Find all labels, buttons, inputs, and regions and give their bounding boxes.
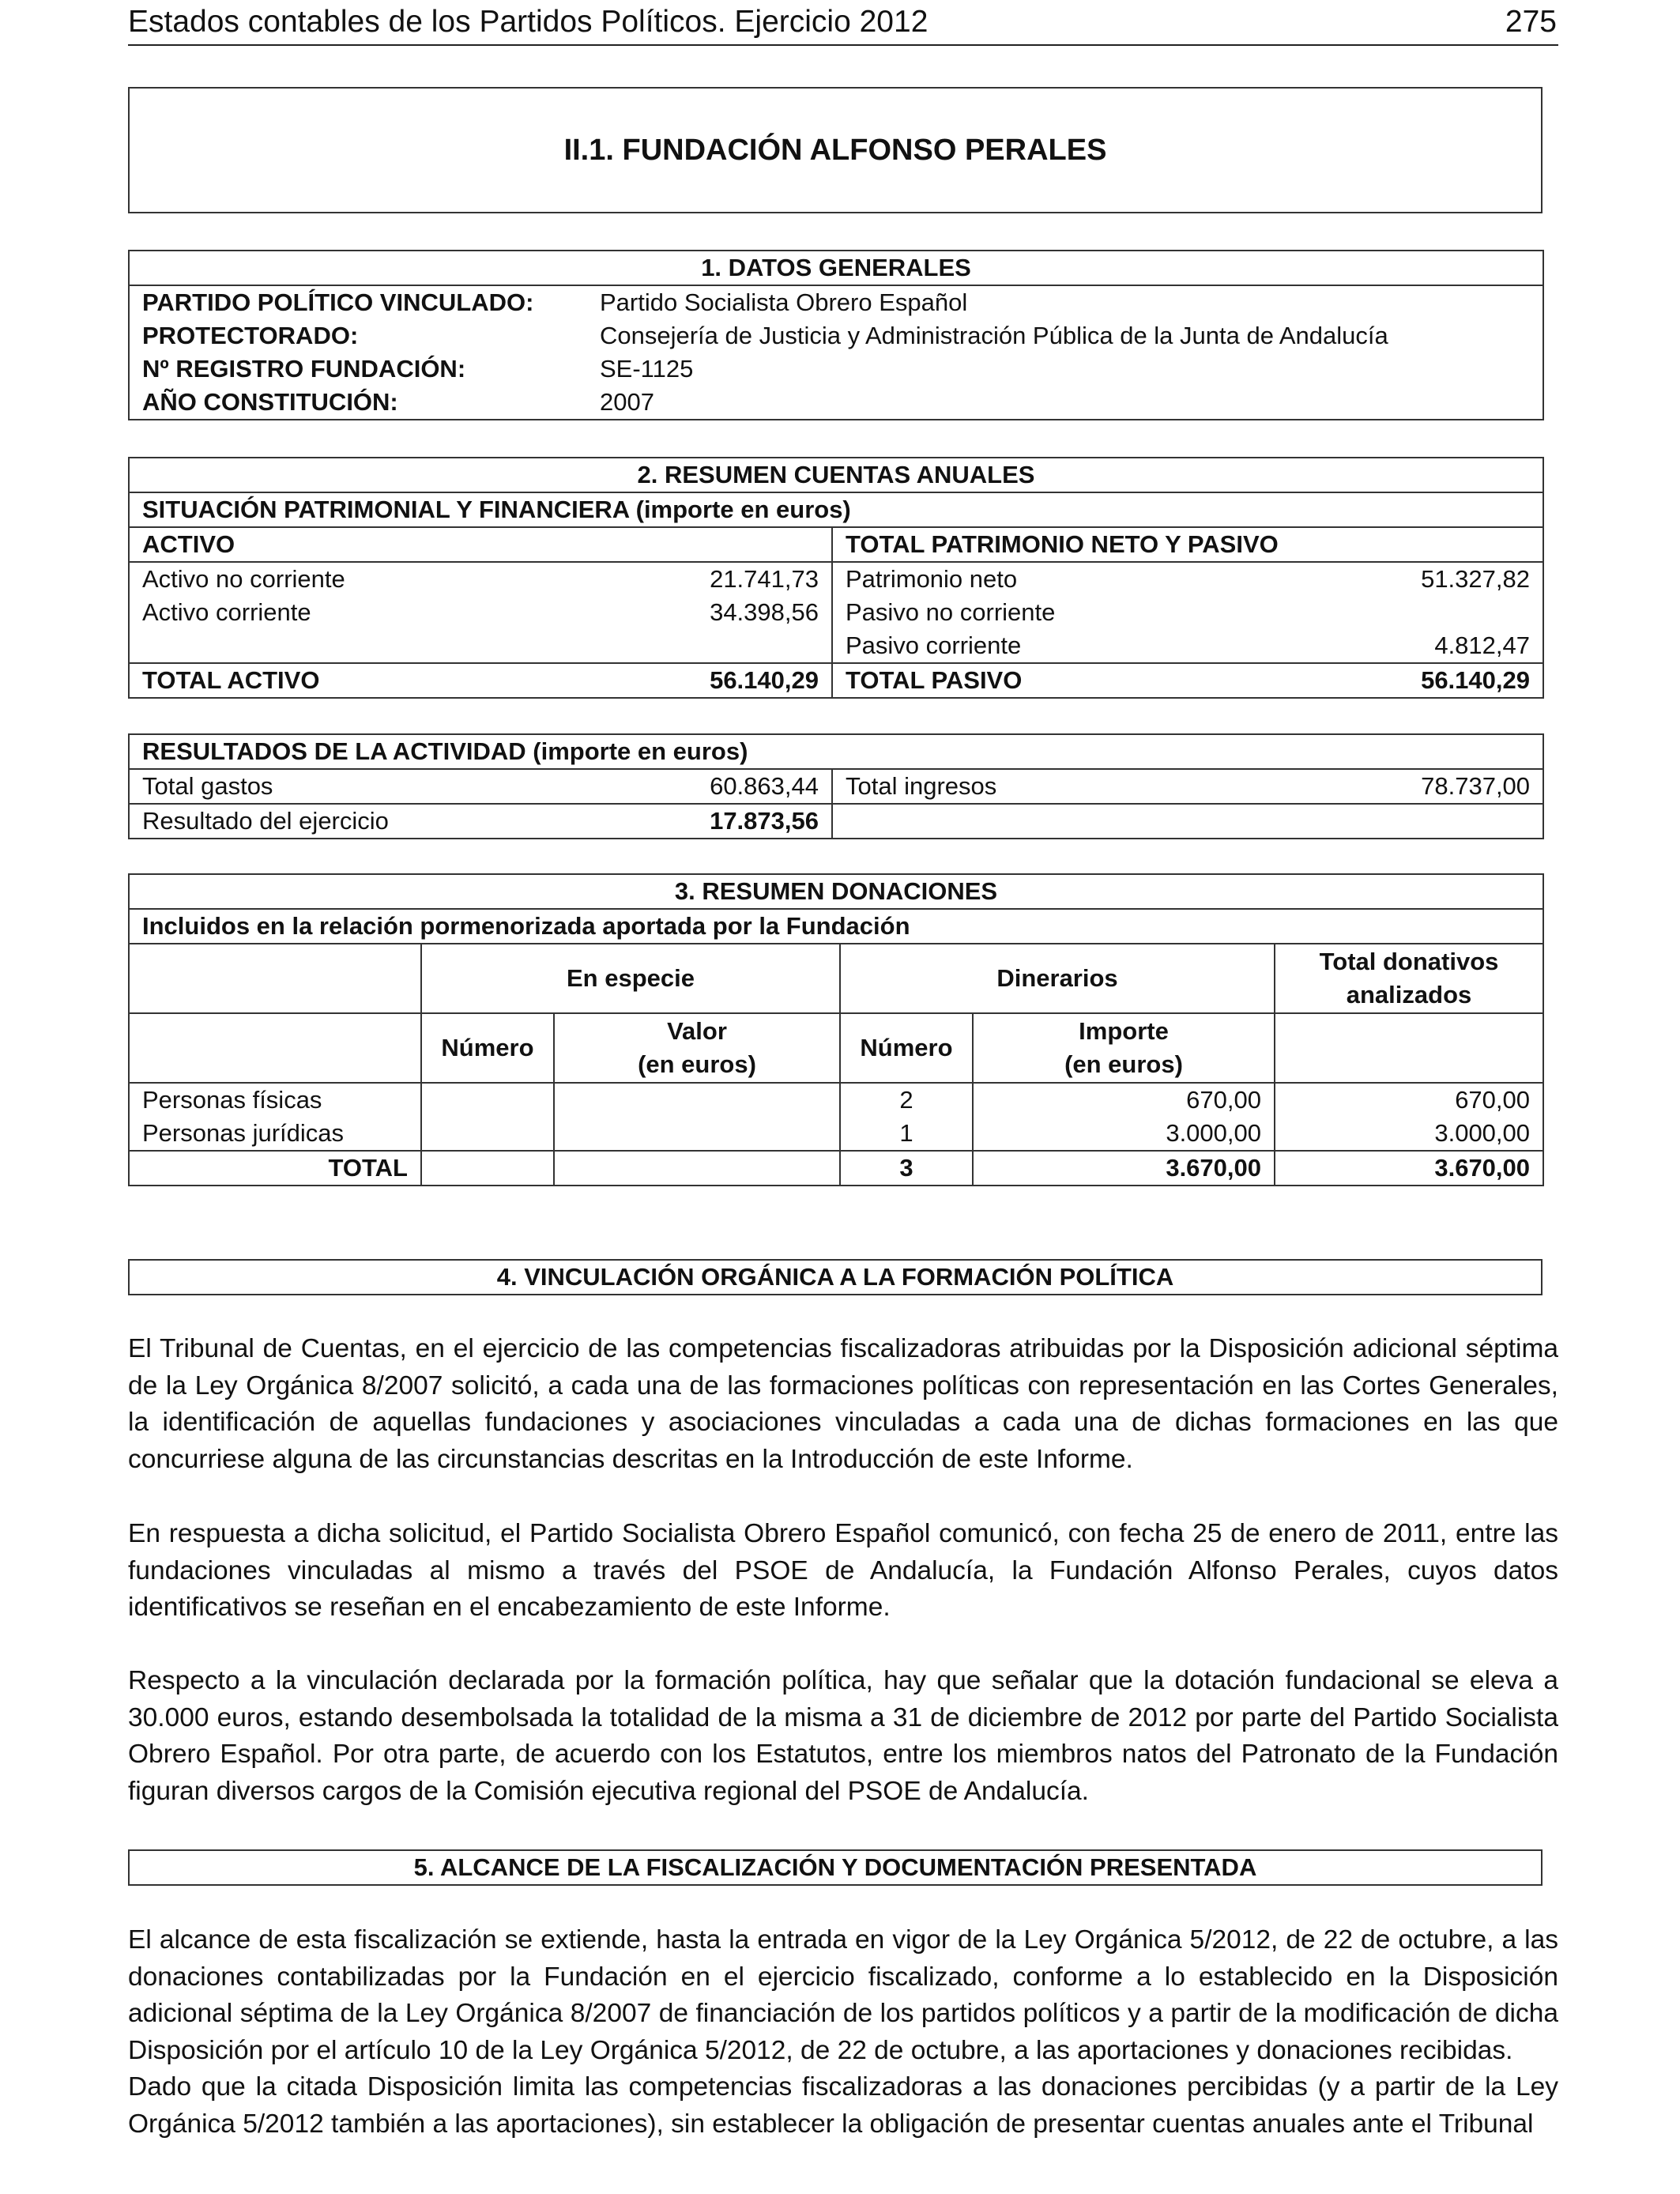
especie-numero [421, 1117, 554, 1151]
empty-cell [1275, 1013, 1543, 1083]
col-valor-line2: (en euros) [638, 1050, 756, 1078]
main-title-text: II.1. FUNDACIÓN ALFONSO PERALES [563, 133, 1107, 167]
resultado-value: 17.873,56 [603, 804, 832, 839]
col-total-line2: analizados [1346, 981, 1472, 1008]
header-title: Estados contables de los Partidos Políticos. Ejercicio 2012 [128, 5, 929, 39]
situacion-patrimonial-heading: SITUACIÓN PATRIMONIAL Y FINANCIERA (importe en euros) [129, 492, 1543, 527]
total-activo-value: 56.140,29 [603, 663, 832, 698]
donacion-label: Personas jurídicas [129, 1117, 421, 1151]
table-row [129, 769, 1543, 804]
donacion-total-label: TOTAL [129, 1151, 421, 1186]
total-pasivo-value: 56.140,29 [1306, 663, 1543, 698]
col-importe-line2: (en euros) [1064, 1050, 1183, 1078]
table-row [129, 804, 1543, 839]
pasivo-label: Pasivo no corriente [846, 598, 1056, 626]
total-donativos: 670,00 [1455, 1086, 1531, 1114]
section5-paragraph: Dado que la citada Disposición limita las competencias fiscalizadoras a las donaciones percibidas (y a partir de la Ley Orgánica 5/2012 también a las aportaciones), sin establecer la obligación de presentar cuentas anuales ante el Tribunal [128, 2072, 1558, 2139]
col-total-line1: Total donativos [1319, 948, 1499, 975]
total-pasivo-label: TOTAL PASIVO [832, 663, 1306, 698]
running-header [128, 0, 1558, 46]
dinerarios-numero: 3 [840, 1151, 973, 1186]
datos-generales-heading: 1. DATOS GENERALES [129, 251, 1543, 285]
section4-paragraph: El Tribunal de Cuentas, en el ejercicio de las competencias fiscalizadoras atribuidas por la Disposición adicional séptima de la Ley Orgánica 8/2007 solicitó, a cada una de las formaciones políticas con representación en las Cortes Generales, la identificación de aquellas fundaciones y asociaciones vinculadas a cada una de dichas formaciones en las que concurriese alguna de las circunstancias descritas en la Introducción de este Informe. [128, 1334, 1558, 1474]
pasivo-value: 4.812,47 [1434, 631, 1530, 659]
resultados-heading: RESULTADOS DE LA ACTIVIDAD (importe en euros) [129, 734, 1543, 769]
main-title [128, 87, 1543, 213]
empty-cell [129, 944, 421, 1013]
especie-valor [554, 1117, 840, 1151]
datos-label: AÑO CONSTITUCIÓN: [142, 388, 398, 416]
datos-value: Consejería de Justicia y Administración Pública de la Junta de Andalucía [600, 322, 1388, 349]
table-row [129, 629, 1543, 663]
datos-generales-table [128, 250, 1544, 420]
section4-heading: 4. VINCULACIÓN ORGÁNICA A LA FORMACIÓN POLÍTICA [128, 1259, 1543, 1295]
total-donativos: 3.000,00 [1434, 1119, 1531, 1147]
donacion-label: Personas físicas [129, 1083, 421, 1117]
table-row [129, 319, 1543, 352]
section5-paragraph: El alcance de esta fiscalización se extiende, hasta la entrada en vigor de la Ley Orgánica 5/2012, de 22 de octubre, a las donaciones contabilizadas por la Fundación en el ejercicio fiscalizado, conforme a lo establecido en la Disposición adicional séptima de la Ley Orgánica 8/2007 de financiación de los partidos políticos y a partir de la modificación de dicha Disposición por el artículo 10 de la Ley Orgánica 5/2012, de 22 de octubre, a las aportaciones y donaciones recibidas. [128, 1925, 1558, 2065]
activo-label: Activo corriente [142, 598, 311, 626]
gastos-value: 60.863,44 [603, 769, 832, 804]
col-importe-line1: Importe [1079, 1017, 1169, 1045]
datos-label: PROTECTORADO: [142, 322, 359, 349]
empty-cell [129, 1013, 421, 1083]
dinerarios-importe: 3.670,00 [973, 1151, 1275, 1186]
datos-label: PARTIDO POLÍTICO VINCULADO: [142, 288, 534, 316]
resumen-cuentas-table [128, 457, 1544, 699]
activo-label: Activo no corriente [142, 565, 345, 593]
pasivo-value [1306, 596, 1543, 629]
table-row [129, 352, 1543, 386]
col-dinerarios-importe [973, 1013, 1275, 1083]
donaciones-subheading: Incluidos en la relación pormenorizada aportada por la Fundación [129, 909, 1543, 944]
ingresos-value: 78.737,00 [1306, 769, 1543, 804]
resumen-cuentas-heading: 2. RESUMEN CUENTAS ANUALES [129, 458, 1543, 492]
section4-paragraph: Respecto a la vinculación declarada por la formación política, hay que señalar que la dotación fundacional se eleva a 30.000 euros, estando desembolsada la totalidad de la misma a 31 de diciembre de 2012 por parte del Partido Socialista Obrero Español. Por otra parte, de acuerdo con los Estatutos, entre los miembros natos del Patronato de la Fundación figuran diversos cargos de la Comisión ejecutiva regional del PSOE de Andalucía. [128, 1666, 1558, 1806]
empty-cell [1306, 804, 1543, 839]
datos-value: Partido Socialista Obrero Español [600, 288, 968, 316]
especie-valor [554, 1151, 840, 1186]
activo-header: ACTIVO [129, 527, 832, 562]
datos-value: 2007 [600, 388, 654, 416]
pasivo-label: Pasivo corriente [846, 631, 1022, 659]
table-row [129, 562, 1543, 596]
pasivo-label: Patrimonio neto [846, 565, 1018, 593]
table-row [129, 285, 1543, 319]
pasivo-header: TOTAL PATRIMONIO NETO Y PASIVO [832, 527, 1543, 562]
total-donativos: 3.670,00 [1275, 1151, 1543, 1186]
table-row [129, 1117, 1543, 1151]
section5-heading: 5. ALCANCE DE LA FISCALIZACIÓN Y DOCUMENTACIÓN PRESENTADA [128, 1849, 1543, 1886]
col-en-especie: En especie [421, 944, 840, 1013]
gastos-label: Total gastos [129, 769, 603, 804]
activo-value: 34.398,56 [603, 596, 832, 629]
resultado-label: Resultado del ejercicio [142, 807, 389, 835]
dinerarios-importe: 3.000,00 [973, 1117, 1275, 1151]
col-valor-line1: Valor [667, 1017, 727, 1045]
ingresos-label: Total ingresos [832, 769, 1306, 804]
datos-label: Nº REGISTRO FUNDACIÓN: [142, 355, 466, 383]
table-row [129, 386, 1543, 420]
activo-label [129, 629, 603, 663]
datos-value: SE-1125 [600, 355, 694, 383]
table-row [129, 596, 1543, 629]
activo-value [603, 629, 832, 663]
col-especie-valor [554, 1013, 840, 1083]
dinerarios-numero: 1 [840, 1117, 973, 1151]
dinerarios-importe: 670,00 [973, 1083, 1275, 1117]
section4-paragraph: En respuesta a dicha solicitud, el Partido Socialista Obrero Español comunicó, con fecha 25 de enero de 2011, entre las fundaciones vinculadas al mismo a través del PSOE de Andalucía, la Fundación Alfonso Perales, cuyos datos identificativos se reseñan en el encabezamiento de este Informe. [128, 1519, 1558, 1622]
col-especie-numero: Número [421, 1013, 554, 1083]
especie-numero [421, 1083, 554, 1117]
table-row [129, 1083, 1543, 1117]
especie-valor [554, 1083, 840, 1117]
empty-cell [832, 804, 1306, 839]
table-row [129, 1151, 1543, 1186]
col-dinerarios-numero: Número [840, 1013, 973, 1083]
table-row [129, 663, 1543, 698]
activo-value: 21.741,73 [603, 562, 832, 596]
page-number: 275 [1505, 5, 1557, 39]
resultados-table [128, 733, 1544, 839]
donaciones-table [128, 873, 1544, 1186]
total-activo-label: TOTAL ACTIVO [129, 663, 603, 698]
dinerarios-numero: 2 [840, 1083, 973, 1117]
donaciones-heading: 3. RESUMEN DONACIONES [129, 874, 1543, 909]
especie-numero [421, 1151, 554, 1186]
col-dinerarios: Dinerarios [840, 944, 1275, 1013]
pasivo-value: 51.327,82 [1421, 565, 1530, 593]
col-total-donativos [1275, 944, 1543, 1013]
